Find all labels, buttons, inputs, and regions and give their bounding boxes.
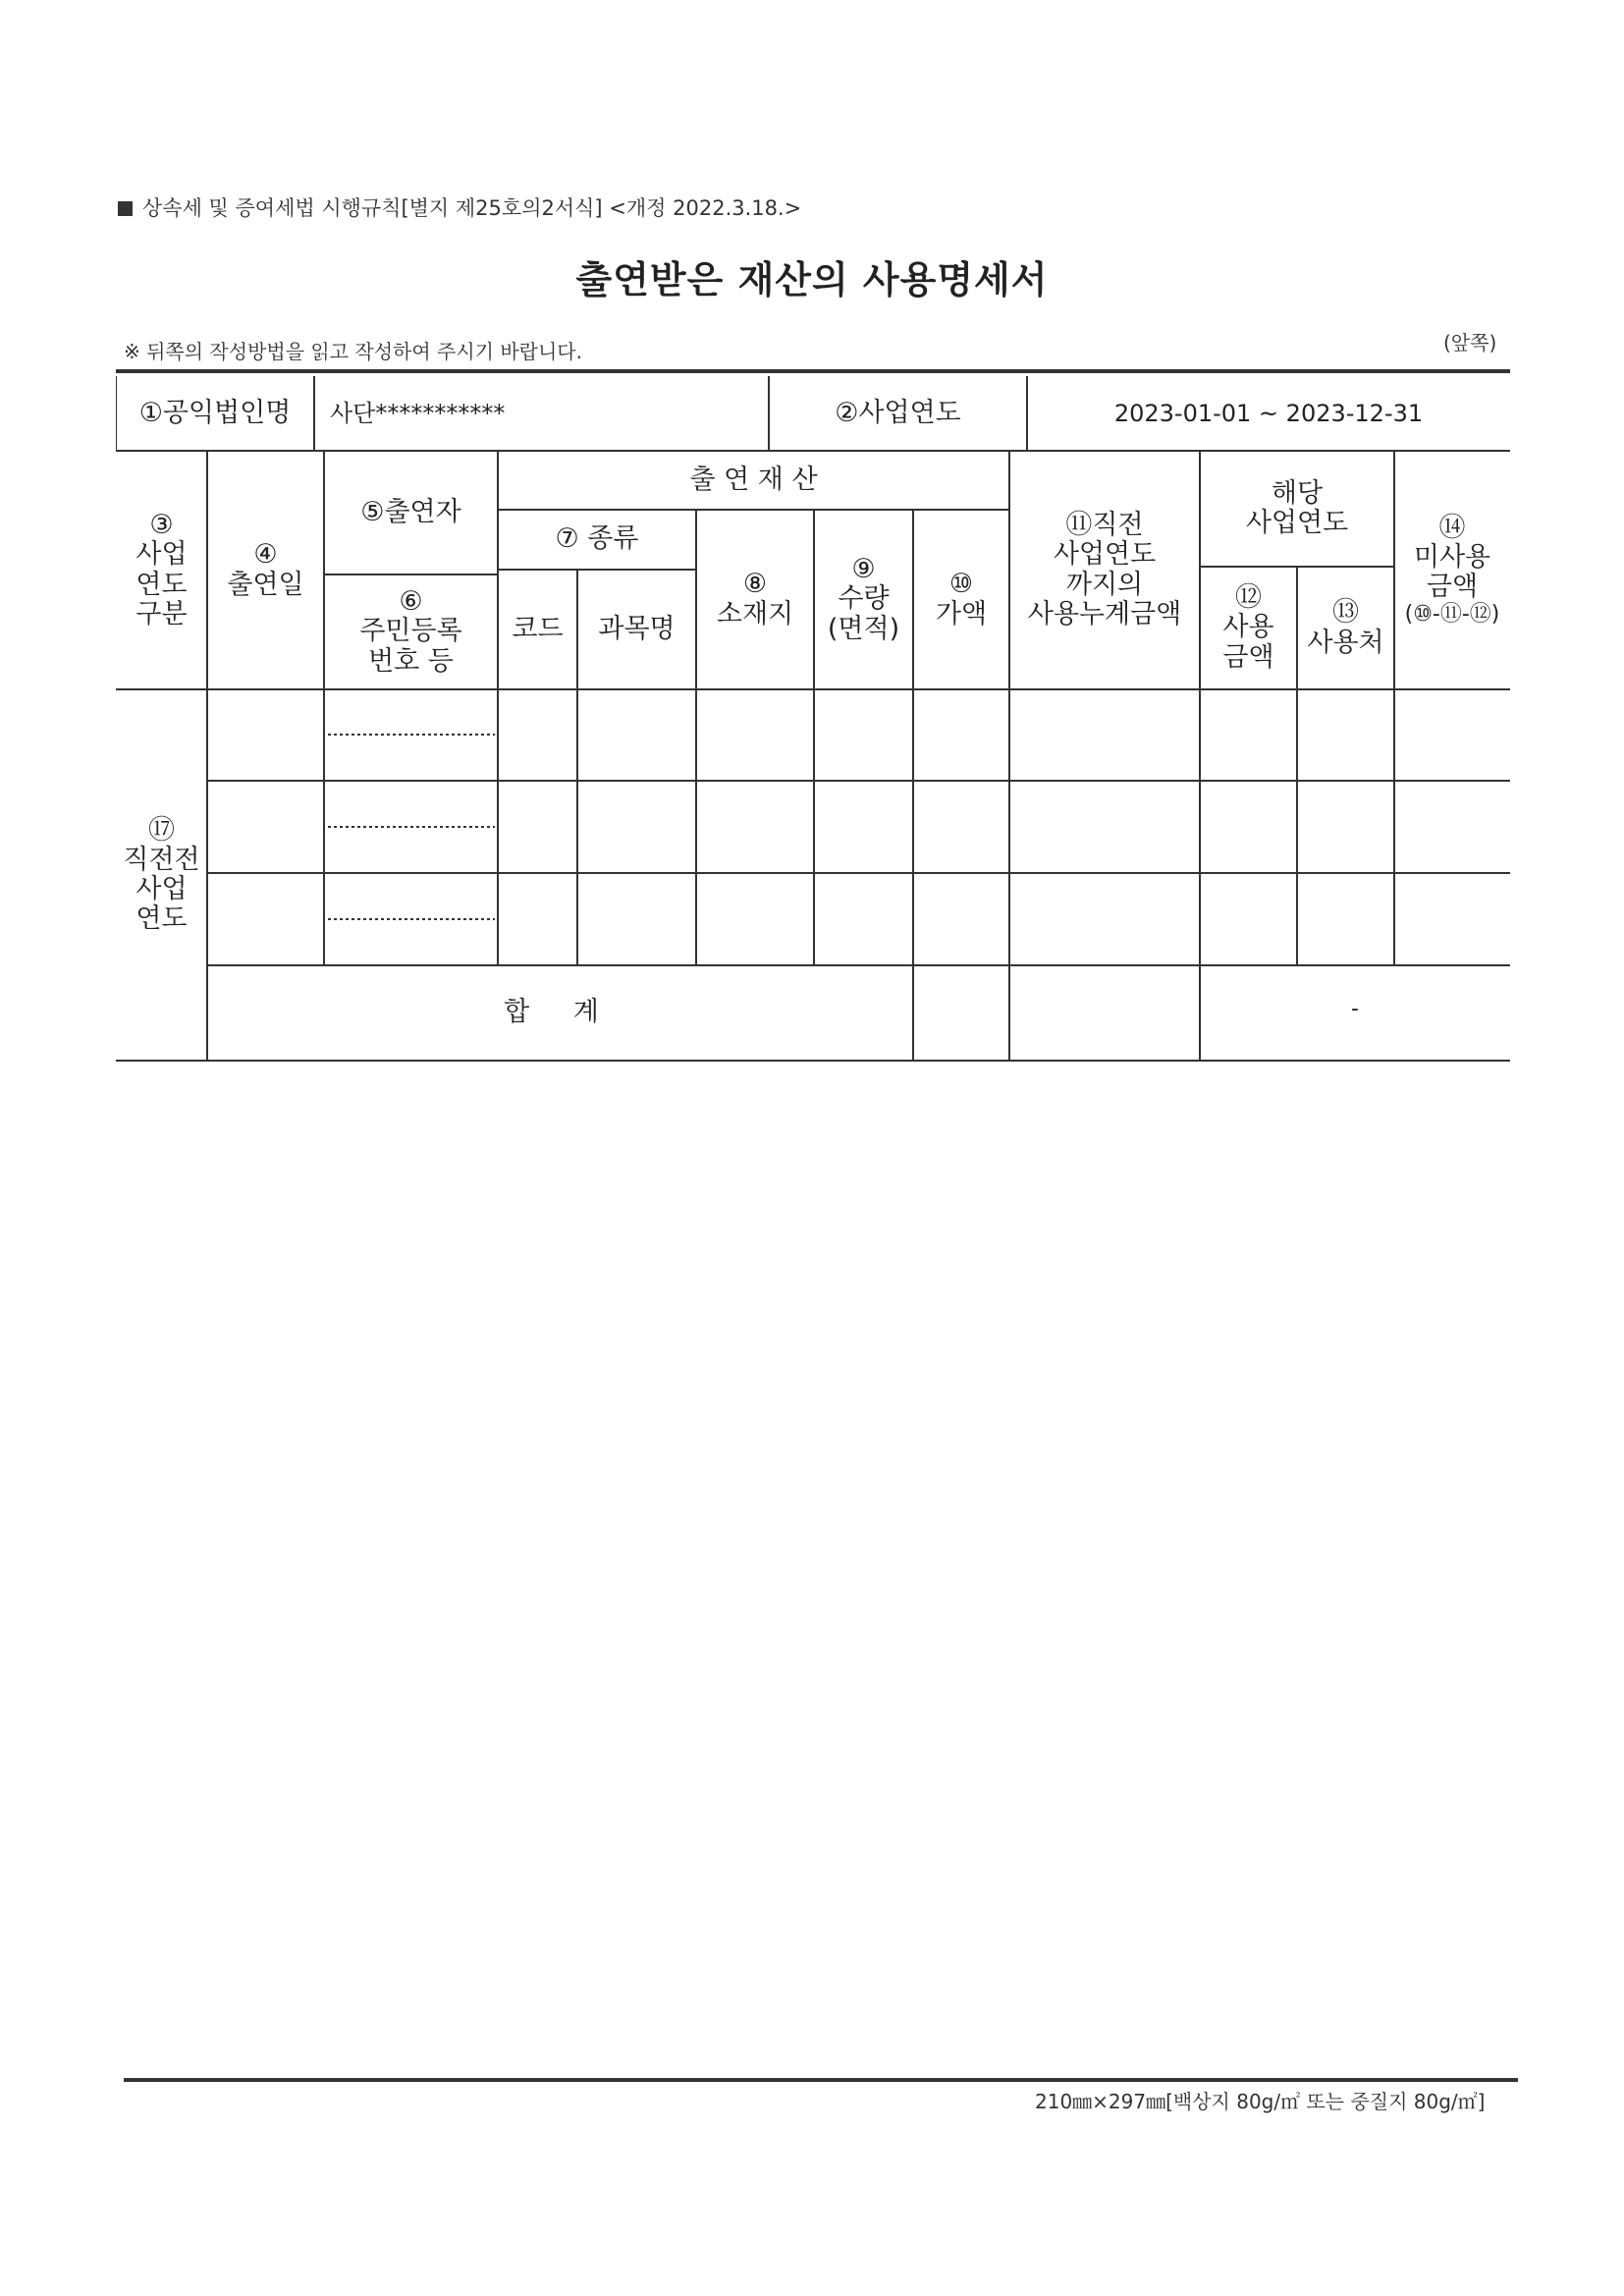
used-for-header	[1297, 567, 1394, 689]
price-num: ⑩	[948, 569, 974, 600]
total-unused-value: -	[1351, 996, 1359, 1021]
unused-num: ⑭	[1438, 512, 1466, 543]
cumulative-line3: 까지의	[1065, 569, 1144, 600]
prior-year-row-label	[116, 689, 207, 1061]
prior-year-num: ⑰	[148, 814, 175, 846]
current-year-header	[1200, 451, 1394, 567]
subject-header: 과목명	[598, 613, 676, 644]
donor-id-line1: 주민등록	[359, 616, 462, 647]
used-for-label: 사용처	[1307, 627, 1384, 658]
price-header	[913, 510, 1009, 689]
law-reference	[118, 192, 801, 222]
quantity-area: (면적)	[827, 613, 900, 644]
business-year-label: ②사업연도	[835, 397, 961, 428]
donation-date-num: ④	[253, 539, 278, 571]
year-type-line1: 사업	[135, 539, 188, 571]
footer-divider	[124, 2078, 1518, 2082]
cumulative-line2: 사업연도	[1053, 539, 1157, 571]
used-amount-header	[1200, 567, 1297, 689]
corp-name-label: ①공익법인명	[138, 397, 292, 428]
unused-line1: 미사용	[1413, 542, 1491, 574]
quantity-label: 수량	[838, 583, 890, 615]
cumulative-line4: 사용누계금액	[1027, 598, 1182, 629]
prior-year-line3: 연도	[135, 903, 188, 935]
prior-year-line2: 사업	[135, 874, 188, 904]
square-bullet-icon	[118, 201, 133, 216]
corp-name-value: 사단***********	[330, 399, 506, 427]
kind-header: ⑦ 종류	[555, 523, 639, 555]
current-year-line2: 사업연도	[1245, 508, 1349, 538]
business-year-value: 2023-01-01 ~ 2023-12-31	[1113, 399, 1424, 427]
year-type-header	[116, 451, 207, 689]
year-type-num: ③	[149, 510, 174, 541]
price-label: 가액	[935, 598, 988, 629]
location-label: 소재지	[716, 598, 794, 629]
donor-id-line2: 번호 등	[368, 645, 454, 677]
donation-date-header	[207, 451, 324, 689]
usage-statement-form	[116, 368, 1512, 1066]
current-year-line1: 해당	[1271, 477, 1324, 509]
code-header: 코드	[512, 613, 564, 644]
prior-year-line1: 직전전	[123, 844, 200, 875]
donated-property-header: 출 연 재 산	[689, 464, 818, 495]
donor-header: ⑤출연자	[360, 496, 461, 527]
unused-line2: 금액	[1426, 572, 1479, 603]
used-amount-line2: 금액	[1222, 641, 1274, 673]
law-reference-text: 상속세 및 증여세법 시행규칙[별지 제25호의2서식] <개정 2022.3.18.>	[142, 196, 802, 220]
quantity-num: ⑨	[851, 554, 876, 585]
paper-spec: 210㎜×297㎜[백상지 80g/㎡ 또는 중질지 80g/㎡]	[1035, 2090, 1486, 2113]
donation-date-label: 출연일	[227, 569, 304, 600]
donor-id-header	[324, 574, 498, 689]
year-type-line3: 구분	[135, 598, 188, 629]
total-label: 합 계	[504, 997, 617, 1028]
quantity-header	[814, 510, 913, 689]
page-title: 출연받은 재산의 사용명세서	[575, 258, 1049, 301]
instruction-note: ※ 뒤쪽의 작성방법을 읽고 작성하여 주시기 바랍니다.	[124, 340, 582, 363]
unused-formula: (⑩-⑪-⑫)	[1404, 601, 1500, 627]
used-amount-line1: 사용	[1222, 612, 1274, 643]
location-header	[696, 510, 814, 689]
used-amount-num: ⑫	[1234, 582, 1262, 614]
cumulative-header	[1009, 451, 1200, 689]
used-for-num: ⑬	[1332, 597, 1359, 629]
unused-header	[1394, 451, 1510, 689]
donor-id-num: ⑥	[399, 586, 423, 618]
location-num: ⑧	[742, 569, 768, 600]
cumulative-line1: ⑪직전	[1065, 510, 1144, 541]
page-side-label: (앞쪽)	[1443, 331, 1497, 355]
year-type-line2: 연도	[135, 569, 188, 600]
